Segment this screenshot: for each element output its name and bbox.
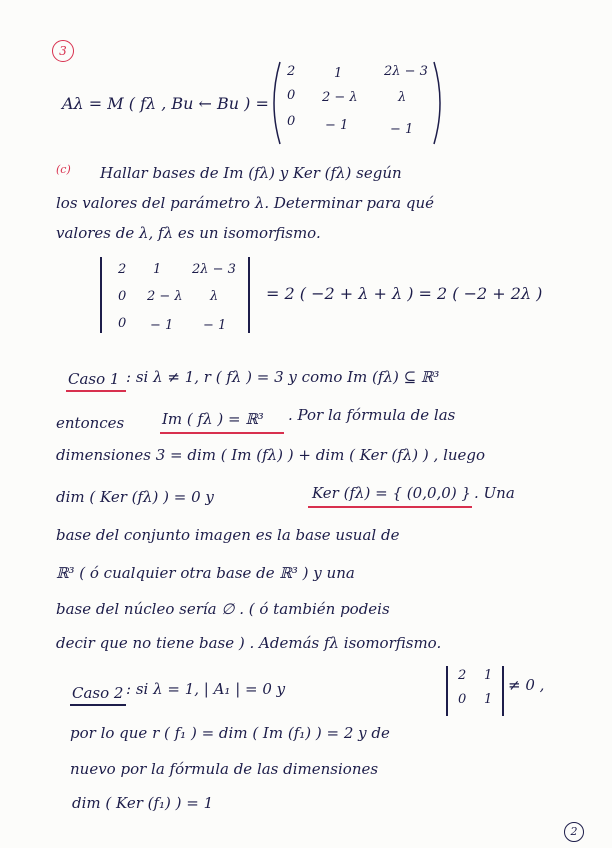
case1-image-result: Im ( fλ ) = ℝ³ (162, 410, 264, 428)
case1-label: Caso 1 (68, 370, 120, 388)
det-result: = 2 ( −2 + λ + λ ) = 2 ( −2 + 2λ ) (266, 284, 543, 303)
image-result-underline (160, 432, 284, 434)
case1-line: dimensiones 3 = dim ( Im (fλ) ) + dim ( Ker (fλ) ) , luego (56, 446, 486, 464)
case1-line: ℝ³ ( ó cualquier otra base de ℝ³ ) y una (56, 564, 355, 582)
case2-line: dim ( Ker (f₁) ) = 1 (72, 794, 214, 812)
part-label: (c) (56, 163, 71, 176)
det-cell: 0 (118, 316, 127, 331)
minor-cell: 0 (458, 692, 467, 707)
minor-bar-left (446, 666, 448, 716)
case2-line: nuevo por la fórmula de las dimensiones (70, 760, 379, 778)
matrix-cell: λ (398, 90, 407, 105)
matrix-cell: 2λ − 3 (384, 64, 428, 79)
det-cell: 0 (118, 289, 127, 304)
det-cell: 2λ − 3 (192, 262, 236, 277)
case1-line: . Una (474, 484, 515, 502)
det-cell: 2 − λ (147, 289, 183, 304)
page-number: 2 (564, 822, 584, 842)
case2-label: Caso 2 (72, 684, 124, 702)
det-cell: − 1 (150, 318, 174, 333)
case2-line: ≠ 0 , (508, 676, 545, 694)
matrix-bracket-left (268, 60, 282, 146)
case1-line: base del núcleo sería ∅ . ( ó también podeis (56, 600, 390, 618)
statement-line: Hallar bases de Im (fλ) y Ker (fλ) según (100, 164, 402, 182)
det-bar-right (248, 257, 250, 333)
matrix-cell: 2 (287, 64, 296, 79)
minor-bar-right (502, 666, 504, 716)
case1-line: . Por la fórmula de las (288, 406, 456, 424)
det-cell: λ (210, 289, 219, 304)
case2-underline (70, 704, 126, 706)
case2-line: por lo que r ( f₁ ) = dim ( Im (f₁) ) = 2 y de (70, 724, 390, 742)
matrix-cell: 0 (287, 114, 296, 129)
matrix-cell: 1 (334, 66, 343, 81)
case2-line: : si λ = 1, | A₁ | = 0 y (126, 680, 286, 698)
matrix-cell: − 1 (325, 118, 349, 133)
det-cell: − 1 (203, 318, 227, 333)
matrix-bracket-right (432, 60, 446, 146)
case1-underline (66, 390, 126, 392)
case1-line: : si λ ≠ 1, r ( fλ ) = 3 y como Im (fλ) ⊆ ℝ³ (126, 368, 440, 386)
minor-cell: 1 (484, 692, 493, 707)
case1-line: entonces (56, 414, 125, 432)
det-cell: 1 (153, 262, 162, 277)
statement-line: los valores del parámetro λ. Determinar para qué (56, 194, 435, 212)
matrix-definition-lhs: Aλ = M ( fλ , Bu ← Bu ) = (62, 94, 269, 113)
minor-cell: 1 (484, 668, 493, 683)
det-bar-left (100, 257, 102, 333)
det-cell: 2 (118, 262, 127, 277)
case1-kernel-result: Ker (fλ) = { (0,0,0) } (312, 484, 471, 502)
kernel-result-underline (308, 506, 472, 508)
matrix-cell: − 1 (390, 122, 414, 137)
problem-number: 3 (52, 40, 74, 62)
statement-line: valores de λ, fλ es un isomorfismo. (56, 224, 321, 242)
case1-line: decir que no tiene base ) . Además fλ isomorfismo. (56, 634, 442, 652)
case1-line: base del conjunto imagen es la base usual de (56, 526, 400, 544)
matrix-cell: 2 − λ (322, 90, 358, 105)
matrix-cell: 0 (287, 88, 296, 103)
minor-cell: 2 (458, 668, 467, 683)
case1-line: dim ( Ker (fλ) ) = 0 y (56, 488, 214, 506)
